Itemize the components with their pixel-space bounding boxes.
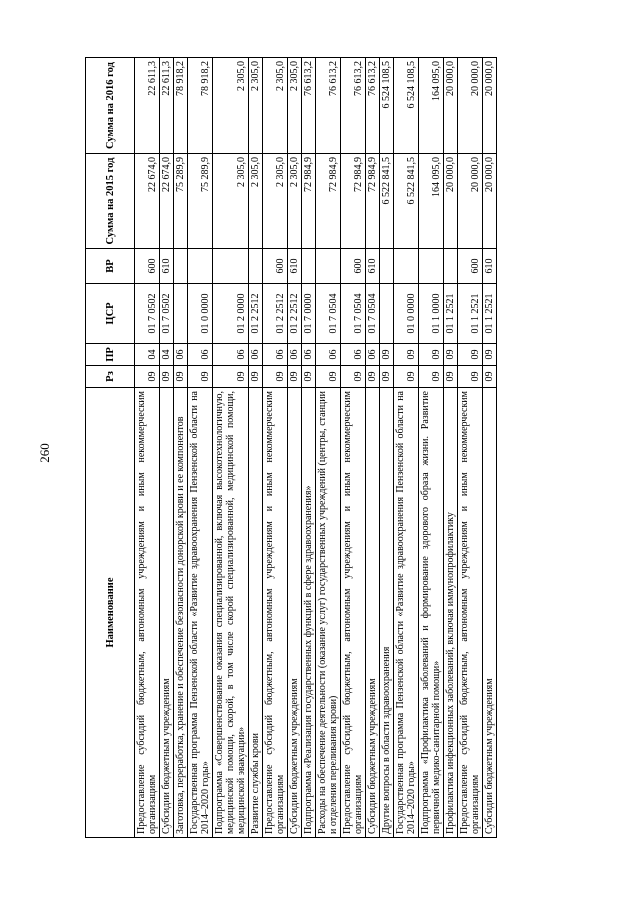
table-row	[174, 58, 188, 838]
cell-sum-2016: 6 524 108,5	[394, 58, 419, 154]
cell-pr: 06	[213, 344, 249, 366]
header-vr: ВР	[86, 249, 135, 284]
cell-sum-2016: 20 000,0	[444, 58, 458, 154]
cell-name: Заготовка, переработка, хранение и обеспечение безопасности донорской крови и ее компонентов	[174, 388, 188, 838]
cell-vr	[380, 249, 394, 284]
cell-sum-2016: 164 095,0	[419, 58, 444, 154]
cell-vr	[249, 249, 263, 284]
cell-vr	[188, 249, 213, 284]
cell-csr: 01 7 0502	[160, 284, 174, 344]
table-row	[419, 58, 444, 838]
cell-rz: 09	[188, 366, 213, 388]
cell-pr: 09	[444, 344, 458, 366]
cell-name: Другие вопросы в области здравоохранения	[380, 388, 394, 838]
cell-pr: 06	[174, 344, 188, 366]
cell-name: Государственная программа Пензенской области «Развитие здравоохранения Пензенской области на 2014–2020 годы»	[394, 388, 419, 838]
cell-sum-2015: 72 984,9	[341, 154, 366, 249]
cell-sum-2015: 22 674,0	[160, 154, 174, 249]
cell-sum-2015: 2 305,0	[249, 154, 263, 249]
cell-sum-2016: 76 613,2	[341, 58, 366, 154]
table-body	[135, 58, 497, 838]
header-sum-2016: Сумма на 2016 год	[86, 58, 135, 154]
cell-vr: 600	[341, 249, 366, 284]
cell-rz: 09	[302, 366, 316, 388]
budget-table	[85, 57, 497, 838]
header-csr: ЦСР	[86, 284, 135, 344]
cell-rz: 09	[444, 366, 458, 388]
cell-rz: 09	[394, 366, 419, 388]
cell-rz: 09	[288, 366, 302, 388]
table-row	[288, 58, 302, 838]
cell-pr: 06	[188, 344, 213, 366]
cell-csr: 01 1 2521	[458, 284, 483, 344]
table-row	[302, 58, 316, 838]
cell-sum-2016: 2 305,0	[213, 58, 249, 154]
cell-sum-2016: 2 305,0	[263, 58, 288, 154]
cell-sum-2015: 164 095,0	[419, 154, 444, 249]
cell-sum-2016: 2 305,0	[288, 58, 302, 154]
cell-rz: 09	[249, 366, 263, 388]
table-row	[444, 58, 458, 838]
cell-name: Субсидии бюджетным учреждениям	[366, 388, 380, 838]
cell-rz: 09	[458, 366, 483, 388]
cell-csr	[380, 284, 394, 344]
cell-name: Субсидии бюджетным учреждениям	[483, 388, 497, 838]
header-pr: ПР	[86, 344, 135, 366]
cell-pr: 09	[394, 344, 419, 366]
cell-pr: 09	[380, 344, 394, 366]
table-row	[366, 58, 380, 838]
cell-sum-2016: 76 613,2	[366, 58, 380, 154]
cell-sum-2015: 72 984,9	[366, 154, 380, 249]
cell-pr: 06	[316, 344, 341, 366]
cell-pr: 06	[366, 344, 380, 366]
cell-rz: 09	[366, 366, 380, 388]
cell-vr	[302, 249, 316, 284]
cell-name: Расходы на обеспечение деятельности (оказание услуг) государственных учреждений (центры, станции и отделения переливания крови)	[316, 388, 341, 838]
cell-sum-2016: 78 918,2	[188, 58, 213, 154]
cell-sum-2015: 2 305,0	[213, 154, 249, 249]
cell-pr: 06	[249, 344, 263, 366]
cell-csr: 01 0 0000	[394, 284, 419, 344]
cell-name: Предоставление субсидий бюджетным, автономным учреждениям и иным некоммерческим организациям	[458, 388, 483, 838]
cell-pr: 09	[483, 344, 497, 366]
cell-sum-2016: 2 305,0	[249, 58, 263, 154]
cell-pr: 09	[458, 344, 483, 366]
cell-rz: 09	[135, 366, 160, 388]
page-number: 260	[36, 443, 52, 463]
header-name: Наименование	[86, 388, 135, 838]
table-row	[483, 58, 497, 838]
table-row	[249, 58, 263, 838]
table-row	[316, 58, 341, 838]
cell-rz: 09	[380, 366, 394, 388]
cell-sum-2016: 6 524 108,5	[380, 58, 394, 154]
cell-csr: 01 2 0000	[213, 284, 249, 344]
cell-csr: 01 1 0000	[419, 284, 444, 344]
cell-sum-2015: 6 522 841,5	[380, 154, 394, 249]
cell-name: Субсидии бюджетным учреждениям	[288, 388, 302, 838]
header-rz: Рз	[86, 366, 135, 388]
cell-pr: 09	[419, 344, 444, 366]
cell-sum-2016: 20 000,0	[483, 58, 497, 154]
cell-vr: 600	[263, 249, 288, 284]
cell-csr: 01 2 2512	[263, 284, 288, 344]
table-row	[160, 58, 174, 838]
cell-vr	[444, 249, 458, 284]
cell-sum-2015: 20 000,0	[444, 154, 458, 249]
cell-csr: 01 7 0000	[302, 284, 316, 344]
cell-rz: 09	[160, 366, 174, 388]
cell-sum-2015: 20 000,0	[483, 154, 497, 249]
cell-sum-2016: 76 613,2	[302, 58, 316, 154]
cell-vr	[394, 249, 419, 284]
cell-name: Предоставление субсидий бюджетным, автономным учреждениям и иным некоммерческим организациям	[135, 388, 160, 838]
cell-sum-2015: 75 289,9	[188, 154, 213, 249]
cell-vr	[213, 249, 249, 284]
cell-sum-2015: 75 289,9	[174, 154, 188, 249]
cell-rz: 09	[483, 366, 497, 388]
cell-vr	[316, 249, 341, 284]
cell-rz: 09	[263, 366, 288, 388]
cell-csr	[174, 284, 188, 344]
table-row	[188, 58, 213, 838]
cell-vr: 610	[366, 249, 380, 284]
cell-sum-2016: 22 611,3	[135, 58, 160, 154]
table-row	[458, 58, 483, 838]
cell-name: Подпрограмма «Профилактика заболеваний и формирование здорового образа жизни. Развитие первичной медико-санитарной помощи»	[419, 388, 444, 838]
table-header-row	[86, 58, 135, 838]
cell-name: Предоставление субсидий бюджетным, автономным учреждениям и иным некоммерческим организациям	[341, 388, 366, 838]
cell-csr: 01 7 0502	[135, 284, 160, 344]
cell-pr: 06	[341, 344, 366, 366]
cell-sum-2015: 72 984,9	[302, 154, 316, 249]
cell-csr: 01 7 0504	[366, 284, 380, 344]
table-row	[263, 58, 288, 838]
cell-sum-2015: 20 000,0	[458, 154, 483, 249]
cell-sum-2016: 78 918,2	[174, 58, 188, 154]
cell-rz: 09	[213, 366, 249, 388]
table-row	[394, 58, 419, 838]
cell-csr: 01 1 2521	[444, 284, 458, 344]
cell-vr	[174, 249, 188, 284]
cell-name: Предоставление субсидий бюджетным, автономным учреждениям и иным некоммерческим организациям	[263, 388, 288, 838]
cell-sum-2016: 22 611,3	[160, 58, 174, 154]
table-row	[135, 58, 160, 838]
cell-vr: 600	[135, 249, 160, 284]
cell-name: Подпрограмма «Совершенствование оказания специализированной, включая высокотехнологичную, медицинской помощи, скорой, в том числе скорой специализированной, медицинской помощи, медицинской эвакуации»	[213, 388, 249, 838]
cell-sum-2015: 6 522 841,5	[394, 154, 419, 249]
cell-rz: 09	[316, 366, 341, 388]
cell-pr: 06	[302, 344, 316, 366]
cell-csr: 01 1 2521	[483, 284, 497, 344]
table-row	[213, 58, 249, 838]
cell-name: Профилактика инфекционных заболеваний, включая иммунопрофилактику	[444, 388, 458, 838]
cell-vr: 610	[160, 249, 174, 284]
cell-sum-2016: 20 000,0	[458, 58, 483, 154]
cell-pr: 04	[160, 344, 174, 366]
cell-vr: 610	[288, 249, 302, 284]
cell-pr: 06	[263, 344, 288, 366]
cell-name: Субсидии бюджетным учреждениям	[160, 388, 174, 838]
header-sum-2015: Сумма на 2015 год	[86, 154, 135, 249]
cell-csr: 01 0 0000	[188, 284, 213, 344]
cell-csr: 01 7 0504	[316, 284, 341, 344]
table-row	[380, 58, 394, 838]
cell-name: Развитие службы крови	[249, 388, 263, 838]
cell-vr: 610	[483, 249, 497, 284]
cell-csr: 01 2 2512	[288, 284, 302, 344]
cell-rz: 09	[174, 366, 188, 388]
rotated-table-container	[85, 58, 561, 838]
cell-sum-2015: 2 305,0	[288, 154, 302, 249]
cell-csr: 01 2 2512	[249, 284, 263, 344]
cell-rz: 09	[341, 366, 366, 388]
cell-sum-2015: 72 984,9	[316, 154, 341, 249]
cell-vr: 600	[458, 249, 483, 284]
cell-name: Государственная программа Пензенской области «Развитие здравоохранения Пензенской области на 2014–2020 годы»	[188, 388, 213, 838]
cell-vr	[419, 249, 444, 284]
cell-pr: 04	[135, 344, 160, 366]
cell-csr: 01 7 0504	[341, 284, 366, 344]
cell-sum-2015: 2 305,0	[263, 154, 288, 249]
cell-pr: 06	[288, 344, 302, 366]
cell-name: Подпрограмма «Реализация государственных функций в сфере здравоохранения»	[302, 388, 316, 838]
cell-rz: 09	[419, 366, 444, 388]
table-row	[341, 58, 366, 838]
cell-sum-2015: 22 674,0	[135, 154, 160, 249]
cell-sum-2016: 76 613,2	[316, 58, 341, 154]
